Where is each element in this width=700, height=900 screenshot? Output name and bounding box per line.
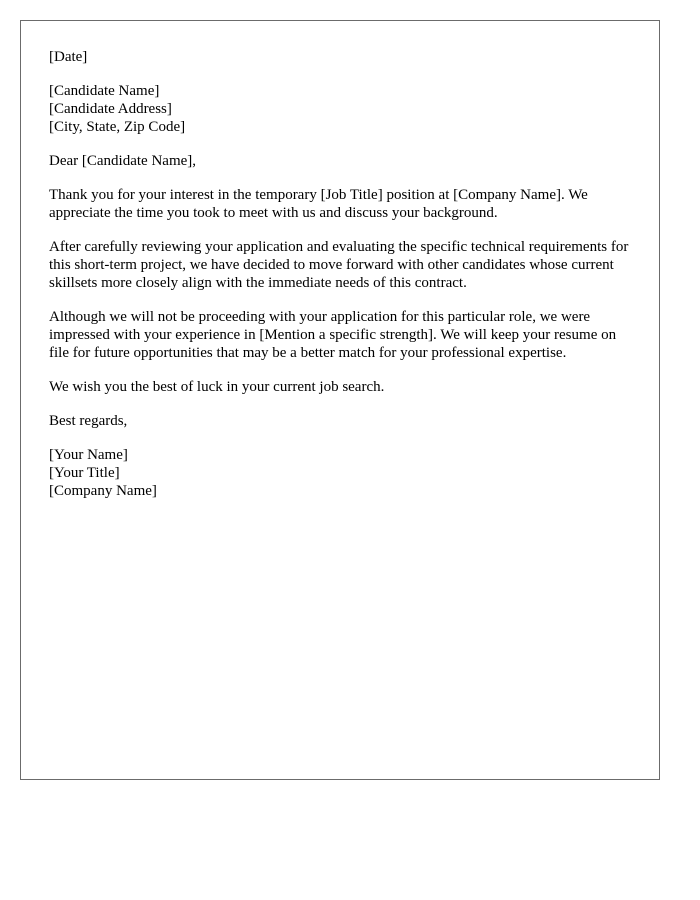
signature-block [49,446,639,500]
paragraph-future: Although we will not be proceeding with your application for this particular role, we were impressed with your experience in [Mention a specific strength]. We will keep your resume on file for future opportunities that may be a better match for your professional expertise. [49,309,617,361]
paragraph-decision: After carefully reviewing your application and evaluating the specific technical requirements for this short-term project, we have decided to move forward with other candidates whose current skillsets more closely align with the immediate needs of this contract. [49,239,629,291]
recipient-address-block [49,82,639,136]
signature-name: [Your Name] [49,447,128,463]
signature-title: [Your Title] [49,465,120,481]
recipient-city-state-zip: [City, State, Zip Code] [49,119,186,135]
recipient-name: [Candidate Name] [49,83,160,99]
date-text: [Date] [49,49,88,65]
paragraph-wishes: We wish you the best of luck in your current job search. [49,379,385,395]
closing: Best regards, [49,413,128,429]
signature-company: [Company Name] [49,483,157,499]
letter-page [20,20,660,780]
date-line [49,48,639,66]
paragraph-interest: Thank you for your interest in the temporary [Job Title] position at [Company Name]. We appreciate the time you took to meet with us and discuss your background. [49,187,588,221]
letter-body [49,48,639,516]
salutation: Dear [Candidate Name], [49,153,197,169]
recipient-address: [Candidate Address] [49,101,172,117]
